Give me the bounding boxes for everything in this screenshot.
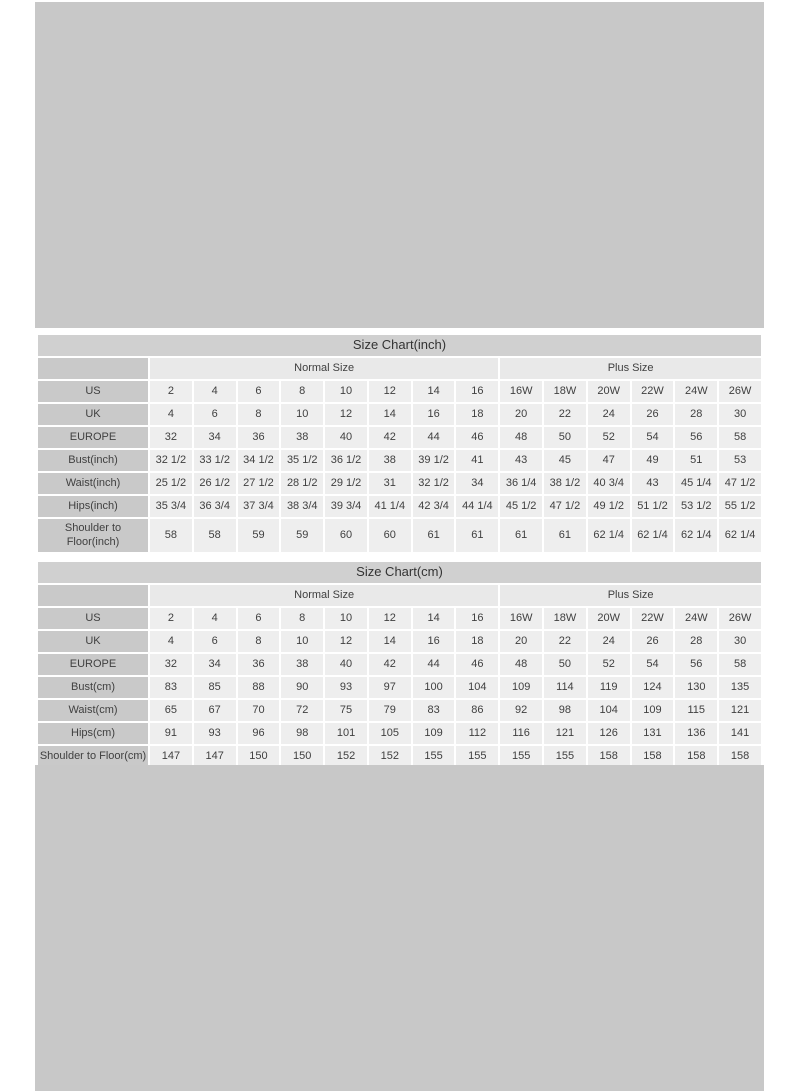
size-value-cell: 45 <box>544 450 586 471</box>
size-value-cell: 16W <box>500 381 542 402</box>
size-value-cell: 150 <box>281 746 323 767</box>
size-value-cell: 88 <box>238 677 280 698</box>
row-label: UK <box>38 404 148 425</box>
size-value-cell: 32 <box>150 427 192 448</box>
size-value-cell: 31 <box>369 473 411 494</box>
size-value-cell: 155 <box>500 746 542 767</box>
size-value-cell: 2 <box>150 608 192 629</box>
size-value-cell: 112 <box>456 723 498 744</box>
size-value-cell: 28 <box>675 631 717 652</box>
size-value-cell: 53 1/2 <box>675 496 717 517</box>
size-value-cell: 29 1/2 <box>325 473 367 494</box>
size-value-cell: 119 <box>588 677 630 698</box>
size-value-cell: 4 <box>150 631 192 652</box>
row-label: Shoulder to Floor(cm) <box>38 746 148 767</box>
row-label: Hips(cm) <box>38 723 148 744</box>
size-value-cell: 147 <box>194 746 236 767</box>
size-value-cell: 16W <box>500 608 542 629</box>
size-value-cell: 42 <box>369 654 411 675</box>
size-value-cell: 109 <box>413 723 455 744</box>
size-value-cell: 2 <box>150 381 192 402</box>
table-row <box>38 519 761 552</box>
group-header-row <box>38 585 761 606</box>
size-value-cell: 14 <box>369 404 411 425</box>
size-value-cell: 20 <box>500 404 542 425</box>
size-value-cell: 104 <box>456 677 498 698</box>
size-value-cell: 152 <box>369 746 411 767</box>
size-value-cell: 53 <box>719 450 761 471</box>
size-value-cell: 39 3/4 <box>325 496 367 517</box>
size-value-cell: 10 <box>281 404 323 425</box>
size-value-cell: 75 <box>325 700 367 721</box>
size-value-cell: 86 <box>456 700 498 721</box>
size-value-cell: 35 3/4 <box>150 496 192 517</box>
row-label: EUROPE <box>38 427 148 448</box>
size-value-cell: 18W <box>544 608 586 629</box>
size-value-cell: 26W <box>719 381 761 402</box>
size-value-cell: 37 3/4 <box>238 496 280 517</box>
size-value-cell: 104 <box>588 700 630 721</box>
size-value-cell: 8 <box>281 608 323 629</box>
size-value-cell: 6 <box>194 404 236 425</box>
size-value-cell: 16 <box>413 404 455 425</box>
size-value-cell: 14 <box>369 631 411 652</box>
size-value-cell: 121 <box>544 723 586 744</box>
size-value-cell: 45 1/2 <box>500 496 542 517</box>
size-value-cell: 34 1/2 <box>238 450 280 471</box>
size-value-cell: 6 <box>238 381 280 402</box>
size-value-cell: 27 1/2 <box>238 473 280 494</box>
size-value-cell: 98 <box>281 723 323 744</box>
table-row <box>38 723 761 744</box>
size-value-cell: 42 <box>369 427 411 448</box>
size-value-cell: 16 <box>413 631 455 652</box>
table-row <box>38 631 761 652</box>
size-value-cell: 14 <box>413 608 455 629</box>
size-value-cell: 35 1/2 <box>281 450 323 471</box>
table-row <box>38 473 761 494</box>
size-value-cell: 61 <box>500 519 542 552</box>
size-value-cell: 54 <box>632 654 674 675</box>
row-label: Waist(cm) <box>38 700 148 721</box>
size-value-cell: 22 <box>544 404 586 425</box>
size-value-cell: 158 <box>719 746 761 767</box>
size-value-cell: 20W <box>588 608 630 629</box>
row-label: UK <box>38 631 148 652</box>
size-value-cell: 56 <box>675 654 717 675</box>
size-value-cell: 12 <box>369 608 411 629</box>
corner-cell <box>38 358 148 379</box>
size-value-cell: 34 <box>194 427 236 448</box>
size-value-cell: 20 <box>500 631 542 652</box>
size-value-cell: 105 <box>369 723 411 744</box>
size-value-cell: 10 <box>325 608 367 629</box>
size-value-cell: 155 <box>413 746 455 767</box>
size-value-cell: 126 <box>588 723 630 744</box>
size-value-cell: 40 <box>325 654 367 675</box>
size-value-cell: 83 <box>150 677 192 698</box>
size-value-cell: 90 <box>281 677 323 698</box>
size-group-header: Plus Size <box>500 358 761 379</box>
size-value-cell: 24W <box>675 608 717 629</box>
size-value-cell: 34 <box>456 473 498 494</box>
size-group-header: Normal Size <box>150 358 498 379</box>
size-value-cell: 32 1/2 <box>413 473 455 494</box>
size-value-cell: 32 1/2 <box>150 450 192 471</box>
size-value-cell: 47 <box>588 450 630 471</box>
table-row <box>38 450 761 471</box>
size-value-cell: 98 <box>544 700 586 721</box>
size-value-cell: 47 1/2 <box>544 496 586 517</box>
size-value-cell: 44 <box>413 427 455 448</box>
size-value-cell: 92 <box>500 700 542 721</box>
size-value-cell: 46 <box>456 427 498 448</box>
size-chart-inch <box>36 333 763 554</box>
size-value-cell: 24 <box>588 631 630 652</box>
size-value-cell: 85 <box>194 677 236 698</box>
size-value-cell: 8 <box>238 404 280 425</box>
size-value-cell: 38 <box>281 427 323 448</box>
size-value-cell: 130 <box>675 677 717 698</box>
size-value-cell: 51 <box>675 450 717 471</box>
size-value-cell: 36 1/4 <box>500 473 542 494</box>
size-value-cell: 45 1/4 <box>675 473 717 494</box>
size-value-cell: 39 1/2 <box>413 450 455 471</box>
size-value-cell: 41 <box>456 450 498 471</box>
size-value-cell: 26W <box>719 608 761 629</box>
size-value-cell: 58 <box>150 519 192 552</box>
size-value-cell: 22 <box>544 631 586 652</box>
size-value-cell: 93 <box>194 723 236 744</box>
size-value-cell: 72 <box>281 700 323 721</box>
size-value-cell: 109 <box>500 677 542 698</box>
size-value-cell: 62 1/4 <box>675 519 717 552</box>
size-value-cell: 56 <box>675 427 717 448</box>
size-value-cell: 59 <box>238 519 280 552</box>
size-value-cell: 60 <box>325 519 367 552</box>
size-value-cell: 58 <box>719 654 761 675</box>
size-value-cell: 33 1/2 <box>194 450 236 471</box>
size-value-cell: 136 <box>675 723 717 744</box>
size-value-cell: 121 <box>719 700 761 721</box>
size-value-cell: 155 <box>456 746 498 767</box>
table-row <box>38 700 761 721</box>
size-value-cell: 42 3/4 <box>413 496 455 517</box>
table-row <box>38 404 761 425</box>
size-value-cell: 18 <box>456 404 498 425</box>
size-value-cell: 48 <box>500 427 542 448</box>
size-value-cell: 18 <box>456 631 498 652</box>
size-value-cell: 4 <box>194 381 236 402</box>
size-value-cell: 36 1/2 <box>325 450 367 471</box>
size-value-cell: 28 1/2 <box>281 473 323 494</box>
size-value-cell: 41 1/4 <box>369 496 411 517</box>
size-value-cell: 96 <box>238 723 280 744</box>
size-value-cell: 79 <box>369 700 411 721</box>
size-value-cell: 44 1/4 <box>456 496 498 517</box>
size-value-cell: 58 <box>194 519 236 552</box>
size-value-cell: 52 <box>588 654 630 675</box>
size-value-cell: 67 <box>194 700 236 721</box>
size-chart-title: Size Chart(cm) <box>38 562 761 583</box>
size-value-cell: 16 <box>456 381 498 402</box>
size-value-cell: 40 <box>325 427 367 448</box>
size-value-cell: 62 1/4 <box>588 519 630 552</box>
size-value-cell: 46 <box>456 654 498 675</box>
size-value-cell: 115 <box>675 700 717 721</box>
size-value-cell: 147 <box>150 746 192 767</box>
size-value-cell: 26 <box>632 631 674 652</box>
size-value-cell: 10 <box>281 631 323 652</box>
size-chart-cm-table <box>36 560 763 769</box>
size-value-cell: 36 <box>238 427 280 448</box>
size-value-cell: 131 <box>632 723 674 744</box>
size-value-cell: 61 <box>413 519 455 552</box>
size-value-cell: 6 <box>194 631 236 652</box>
size-value-cell: 158 <box>588 746 630 767</box>
size-value-cell: 152 <box>325 746 367 767</box>
size-value-cell: 36 3/4 <box>194 496 236 517</box>
size-value-cell: 100 <box>413 677 455 698</box>
size-value-cell: 97 <box>369 677 411 698</box>
size-value-cell: 61 <box>544 519 586 552</box>
size-value-cell: 18W <box>544 381 586 402</box>
size-group-header: Normal Size <box>150 585 498 606</box>
size-value-cell: 70 <box>238 700 280 721</box>
size-value-cell: 116 <box>500 723 542 744</box>
size-value-cell: 150 <box>238 746 280 767</box>
size-value-cell: 158 <box>632 746 674 767</box>
chart-title-row <box>38 335 761 356</box>
size-value-cell: 155 <box>544 746 586 767</box>
group-header-row <box>38 358 761 379</box>
size-value-cell: 25 1/2 <box>150 473 192 494</box>
table-row <box>38 496 761 517</box>
size-value-cell: 60 <box>369 519 411 552</box>
size-value-cell: 14 <box>413 381 455 402</box>
product-image-placeholder-top <box>35 2 764 328</box>
size-value-cell: 30 <box>719 404 761 425</box>
size-chart-cm <box>36 560 763 769</box>
size-value-cell: 12 <box>325 631 367 652</box>
corner-cell <box>38 585 148 606</box>
chart-title-row <box>38 562 761 583</box>
size-value-cell: 61 <box>456 519 498 552</box>
size-value-cell: 34 <box>194 654 236 675</box>
size-value-cell: 20W <box>588 381 630 402</box>
size-value-cell: 36 <box>238 654 280 675</box>
size-value-cell: 44 <box>413 654 455 675</box>
size-value-cell: 24 <box>588 404 630 425</box>
size-value-cell: 38 <box>369 450 411 471</box>
size-value-cell: 8 <box>238 631 280 652</box>
size-value-cell: 62 1/4 <box>719 519 761 552</box>
size-value-cell: 65 <box>150 700 192 721</box>
size-value-cell: 6 <box>238 608 280 629</box>
size-value-cell: 141 <box>719 723 761 744</box>
table-row <box>38 654 761 675</box>
size-value-cell: 30 <box>719 631 761 652</box>
size-chart-inch-table <box>36 333 763 554</box>
row-label: Shoulder to Floor(inch) <box>38 519 148 552</box>
size-value-cell: 49 <box>632 450 674 471</box>
size-value-cell: 50 <box>544 427 586 448</box>
size-value-cell: 4 <box>150 404 192 425</box>
size-value-cell: 52 <box>588 427 630 448</box>
size-value-cell: 43 <box>632 473 674 494</box>
size-value-cell: 22W <box>632 608 674 629</box>
size-value-cell: 109 <box>632 700 674 721</box>
product-image-placeholder-bottom <box>35 765 764 1091</box>
size-value-cell: 58 <box>719 427 761 448</box>
size-value-cell: 49 1/2 <box>588 496 630 517</box>
row-label: Waist(inch) <box>38 473 148 494</box>
size-value-cell: 26 1/2 <box>194 473 236 494</box>
size-value-cell: 16 <box>456 608 498 629</box>
size-value-cell: 43 <box>500 450 542 471</box>
size-value-cell: 135 <box>719 677 761 698</box>
size-value-cell: 91 <box>150 723 192 744</box>
table-row <box>38 746 761 767</box>
size-value-cell: 47 1/2 <box>719 473 761 494</box>
table-row <box>38 677 761 698</box>
size-value-cell: 24W <box>675 381 717 402</box>
size-value-cell: 158 <box>675 746 717 767</box>
row-label: Hips(inch) <box>38 496 148 517</box>
size-value-cell: 48 <box>500 654 542 675</box>
size-value-cell: 59 <box>281 519 323 552</box>
size-value-cell: 101 <box>325 723 367 744</box>
size-value-cell: 124 <box>632 677 674 698</box>
size-group-header: Plus Size <box>500 585 761 606</box>
size-value-cell: 38 1/2 <box>544 473 586 494</box>
size-value-cell: 10 <box>325 381 367 402</box>
size-value-cell: 8 <box>281 381 323 402</box>
row-label: Bust(inch) <box>38 450 148 471</box>
row-label: Bust(cm) <box>38 677 148 698</box>
size-value-cell: 93 <box>325 677 367 698</box>
size-value-cell: 12 <box>325 404 367 425</box>
size-value-cell: 32 <box>150 654 192 675</box>
size-value-cell: 62 1/4 <box>632 519 674 552</box>
size-value-cell: 83 <box>413 700 455 721</box>
size-chart-title: Size Chart(inch) <box>38 335 761 356</box>
size-value-cell: 40 3/4 <box>588 473 630 494</box>
table-row <box>38 427 761 448</box>
size-value-cell: 114 <box>544 677 586 698</box>
row-label: EUROPE <box>38 654 148 675</box>
size-value-cell: 51 1/2 <box>632 496 674 517</box>
table-row <box>38 381 761 402</box>
size-value-cell: 50 <box>544 654 586 675</box>
row-label: US <box>38 381 148 402</box>
size-value-cell: 22W <box>632 381 674 402</box>
size-value-cell: 12 <box>369 381 411 402</box>
size-value-cell: 55 1/2 <box>719 496 761 517</box>
table-row <box>38 608 761 629</box>
size-value-cell: 54 <box>632 427 674 448</box>
size-value-cell: 26 <box>632 404 674 425</box>
size-value-cell: 28 <box>675 404 717 425</box>
size-value-cell: 38 3/4 <box>281 496 323 517</box>
size-value-cell: 4 <box>194 608 236 629</box>
row-label: US <box>38 608 148 629</box>
size-value-cell: 38 <box>281 654 323 675</box>
